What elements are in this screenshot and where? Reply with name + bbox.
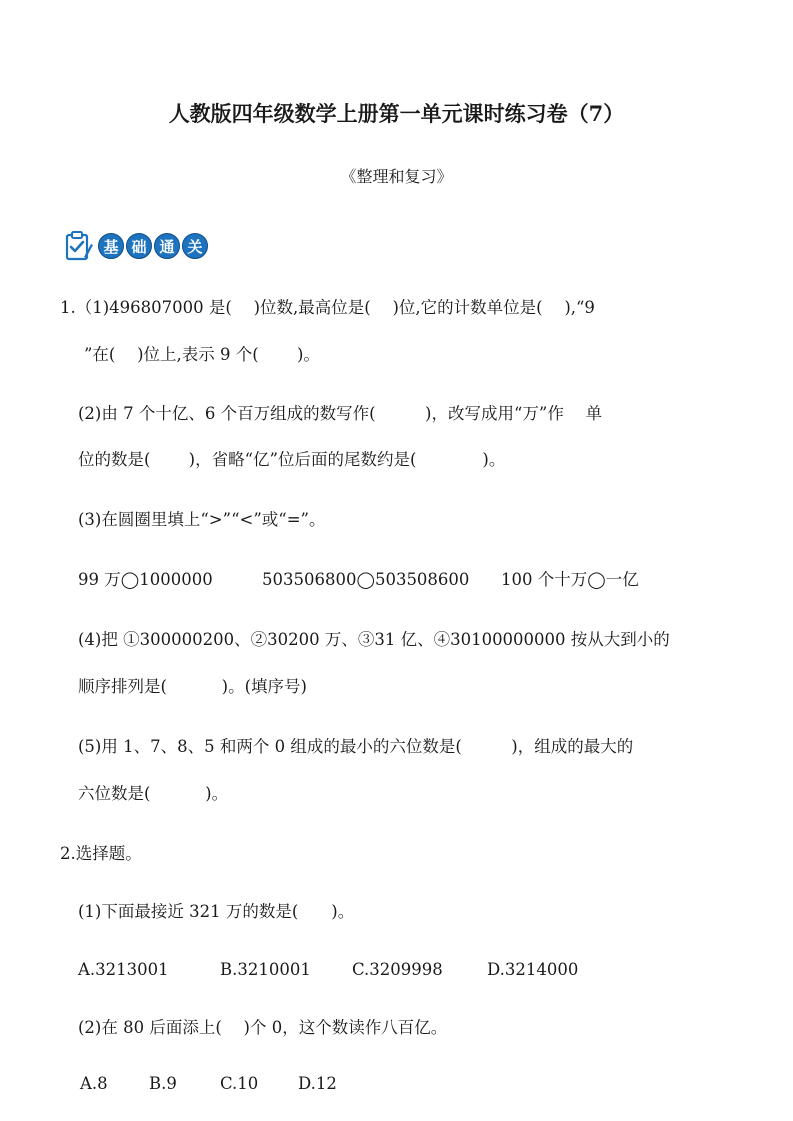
page-title: 人教版四年级数学上册第一单元课时练习卷（7）	[168, 101, 625, 126]
q1-part5-line-2: 六位数是( )。	[78, 784, 229, 803]
q2-part1-option-c: C.3209998	[352, 960, 443, 979]
section-char-3: 通	[154, 233, 180, 259]
q1-compare-2: 503506800◯503508600	[262, 570, 470, 589]
q1-part5-line-1: (5)用 1、7、8、5 和两个 0 组成的最小的六位数是( )，组成的最大的	[78, 737, 634, 756]
q2-part2-option-c: C.10	[220, 1074, 259, 1093]
q2-heading: 2.选择题。	[60, 844, 142, 863]
section-header	[64, 230, 210, 262]
q1-part4-line-1: (4)把 ①300000200、②30200 万、③31 亿、④30100000000 按从大到小的	[78, 630, 670, 649]
q1-compare-3: 100 个十万◯一亿	[501, 570, 639, 589]
q2-part1-option-a: A.3213001	[78, 960, 169, 979]
section-char-1: 基	[98, 233, 124, 259]
q2-part1-option-b: B.3210001	[220, 960, 311, 979]
q2-part2-option-d: D.12	[298, 1074, 337, 1093]
section-char-4: 关	[182, 233, 208, 259]
q1-part2-line-2: 位的数是( )，省略“亿”位后面的尾数约是( )。	[78, 450, 506, 469]
q1-line-1: 1.（1)496807000 是( )位数,最高位是( )位,它的计数单位是( ),“9	[60, 298, 595, 317]
q1-line-2: ”在( )位上,表示 9 个( )。	[84, 345, 320, 364]
q1-part3-instruction: (3)在圆圈里填上“>”“<”或“=”。	[78, 510, 326, 529]
q2-part2-option-a: A.8	[80, 1074, 108, 1093]
q1-part4-line-2: 顺序排列是( )。(填序号)	[78, 677, 307, 696]
q1-compare-1: 99 万◯1000000	[78, 570, 213, 589]
q1-part2-line-1: (2)由 7 个十亿、6 个百万组成的数写作( )，改写成用“万”作 单	[78, 404, 603, 423]
section-char-2: 础	[126, 233, 152, 259]
q2-part1-option-d: D.3214000	[487, 960, 579, 979]
clipboard-check-icon	[64, 230, 94, 262]
q2-part2-question: (2)在 80 后面添上( )个 0，这个数读作八百亿。	[78, 1018, 448, 1037]
page-subtitle: 《整理和复习》	[340, 167, 453, 186]
q2-part1-question: (1)下面最接近 321 万的数是( )。	[78, 902, 355, 921]
q2-part2-option-b: B.9	[149, 1074, 177, 1093]
